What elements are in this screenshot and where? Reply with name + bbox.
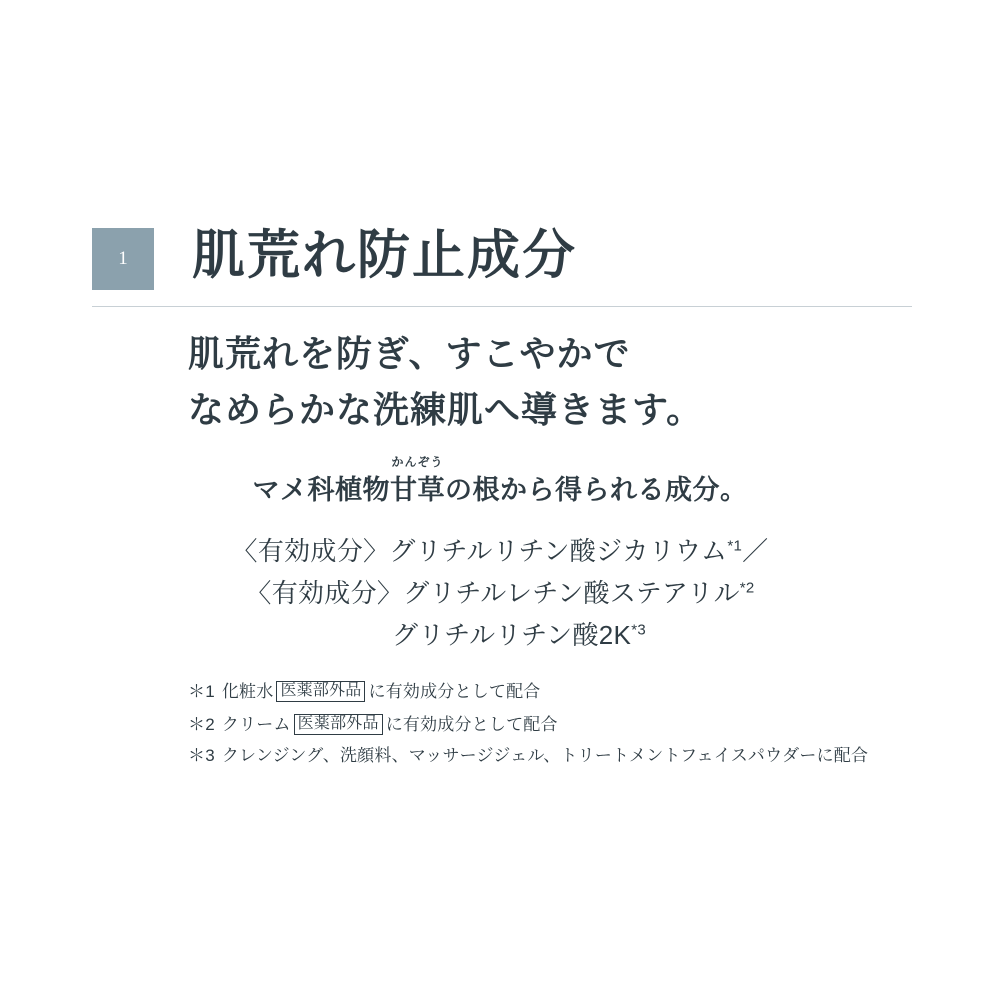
ingredient-name-1: グリチルリチン酸ジカリウム — [389, 536, 728, 566]
header-divider — [92, 306, 912, 307]
description-suffix: の根から得られる成分。 — [445, 475, 748, 505]
description-text — [252, 455, 748, 511]
ingredient-mark-2: *2 — [739, 579, 755, 597]
ingredient-name-2: グリチルレチン酸ステアリル — [403, 578, 740, 609]
footnote-2 — [188, 714, 948, 735]
ruby-group — [390, 455, 445, 511]
footnote-box-1: 医薬部外品 — [276, 681, 365, 702]
lead-line-1: 肌荒れを防ぎ、すこやかで — [188, 333, 631, 374]
lead-line-2: なめらかな洗練肌へ導きます。 — [188, 388, 704, 430]
footnote-list — [188, 681, 948, 776]
ingredient-line-3 — [0, 614, 1000, 656]
footnote-mark-1: ＊1 — [188, 682, 215, 701]
footnote-mark-3: ＊3 — [188, 746, 215, 765]
ingredient-tail-1: ／ — [742, 536, 769, 566]
footnote-mark-2: ＊2 — [188, 715, 215, 734]
ingredient-label-2: 〈有効成分〉 — [245, 578, 404, 609]
footnote-3 — [188, 747, 948, 764]
ruby-annotation: かんぞう — [391, 455, 444, 469]
ingredient-line-2 — [0, 572, 1000, 614]
section-header — [92, 228, 912, 304]
description-prefix: マメ科植物 — [252, 475, 390, 505]
ingredient-list — [0, 530, 1000, 656]
ingredient-mark-1: *1 — [727, 537, 743, 555]
ingredient-line-1 — [0, 530, 1000, 572]
ingredient-mark-3: *3 — [631, 621, 646, 639]
footnote-1 — [188, 681, 948, 702]
ruby-base: 甘草 — [390, 475, 445, 505]
page-title: 肌荒れ防止成分 — [192, 226, 577, 285]
ingredient-label-1: 〈有効成分〉 — [231, 536, 390, 566]
description-block — [0, 455, 1000, 511]
ingredient-name-3: グリチルリチン酸2K — [392, 620, 632, 651]
footnote-post-2: に有効成分として配合 — [385, 715, 558, 734]
footnote-pre-3: クレンジング、洗顔料、マッサージジェル、トリートメントフェイスパウダーに配合 — [221, 746, 869, 765]
footnote-pre-1: 化粧水 — [221, 682, 274, 701]
footnote-pre-2: クリーム — [221, 715, 291, 734]
footnote-post-1: に有効成分として配合 — [368, 682, 541, 701]
lead-copy — [188, 326, 703, 438]
section-number-badge: 1 — [92, 228, 154, 290]
footnote-box-2: 医薬部外品 — [294, 714, 383, 735]
